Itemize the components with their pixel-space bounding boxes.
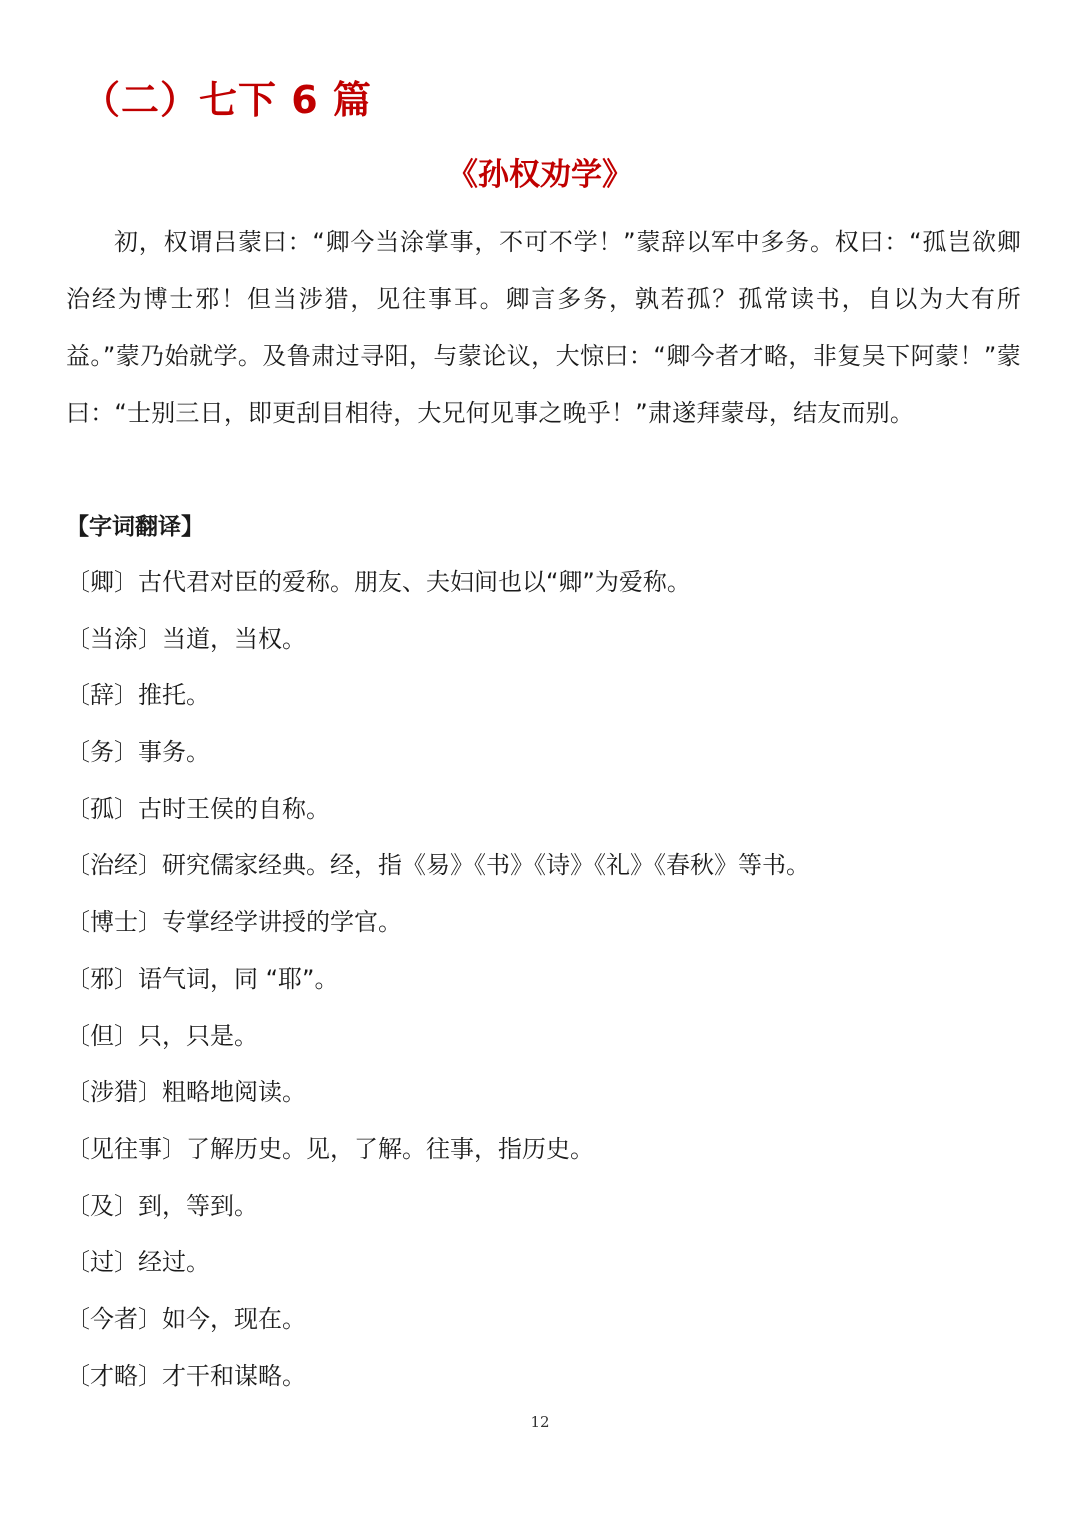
- vocab-item-boshi: 〔博士〕专掌经学讲授的学官。: [66, 908, 402, 937]
- vocab-item-dangtu: 〔当涂〕当道，当权。: [66, 624, 306, 653]
- vocab-item-ci: 〔辞〕推托。: [66, 681, 210, 710]
- vocab-item-gu: 〔孤〕古时王侯的自称。: [66, 794, 330, 823]
- vocab-item-shelie: 〔涉猎〕粗略地阅读。: [66, 1078, 306, 1107]
- vocab-item-ye: 〔邪〕语气词，同 “耶”。: [66, 964, 339, 993]
- vocab-item-cailue: 〔才略〕才干和谋略。: [66, 1361, 306, 1390]
- section-title: （二）七下 6 篇: [82, 78, 372, 122]
- vocab-heading: 【字词翻译】: [66, 514, 204, 540]
- vocab-item-jianwangshi: 〔见往事〕了解历史。见，了解。往事，指历史。: [66, 1134, 594, 1163]
- vocab-item-ji: 〔及〕到，等到。: [66, 1191, 258, 1220]
- classical-passage: 初，权谓吕蒙曰：“卿今当涂掌事，不可不学！”蒙辞以军中多务。权曰：“孤岂欲卿治经为博士邪！但当涉猎，见往事耳。卿言多务，孰若孤？孤常读书，自以为大有所益。”蒙乃始就学。及鲁肃过寻阳，与蒙论议，大惊曰：“卿今者才略，非复吴下阿蒙！”蒙曰：“士别三日，即更刮目相待，大兄何见事之晚乎！”肃遂拜蒙母，结友而别。: [66, 228, 1021, 427]
- vocab-item-dan: 〔但〕只，只是。: [66, 1021, 258, 1050]
- text-title: 《孙权劝学》: [447, 157, 633, 193]
- page-number: 12: [530, 1413, 550, 1431]
- vocab-item-qing: 〔卿〕古代君对臣的爱称。朋友、夫妇间也以“卿”为爱称。: [66, 568, 691, 596]
- vocab-item-guo: 〔过〕经过。: [66, 1248, 210, 1277]
- vocab-item-jinzhe: 〔今者〕如今，现在。: [66, 1304, 306, 1333]
- vocab-item-zhijing: 〔治经〕研究儒家经典。经，指《易》《书》《诗》《礼》《春秋》等书。: [66, 851, 810, 880]
- vocab-item-wu: 〔务〕事务。: [66, 738, 210, 767]
- vocab-list: [66, 554, 1026, 1404]
